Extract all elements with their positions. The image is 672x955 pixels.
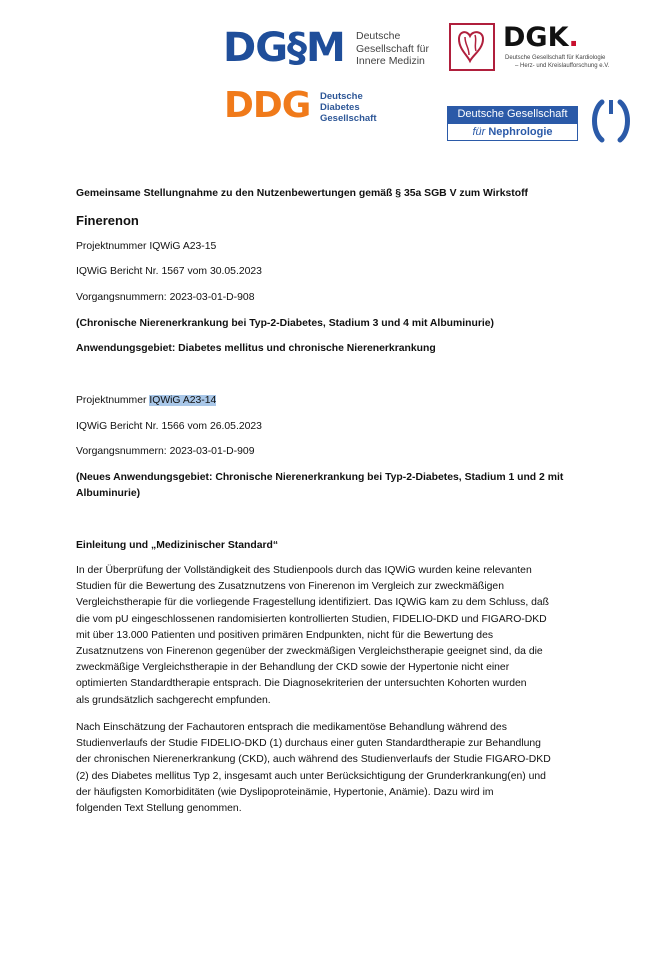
ddg-logo: DDG [224,85,311,126]
dgim-logo-text: Deutsche Gesellschaft für Innere Medizin [356,30,429,67]
procedure-numbers-2: Vorgangsnummern: 2023-03-01-D-909 [76,446,255,457]
dgfn-logo-top: Deutsche Gesellschaft [447,106,578,123]
report-number-2: IQWiG Bericht Nr. 1566 vom 26.05.2023 [76,421,262,432]
indication-note-2: (Neues Anwendungsgebiet: Chronische Nierenerkrankung bei Typ-2-Diabetes, Stadium 1 und 2 mit Albuminurie) [76,472,564,499]
indication-note-1: (Chronische Nierenerkrankung bei Typ-2-Diabetes, Stadium 3 und 4 mit Albuminurie) [76,318,495,329]
selected-text[interactable]: IQWiG A23-14 [149,395,217,406]
dgk-logo-text: Deutsche Gesellschaft für Kardiologie – Herz- und Kreislaufforschung e.V. [505,55,610,69]
document-title: Gemeinsame Stellungnahme zu den Nutzenbewertungen gemäß § 35a SGB V zum Wirkstoff [76,188,528,199]
report-number-1: IQWiG Bericht Nr. 1567 vom 30.05.2023 [76,266,262,277]
project-number-2: Projektnummer IQWiG A23-14 [76,395,217,406]
project-number-1: Projektnummer IQWiG A23-15 [76,241,217,252]
application-area: Anwendungsgebiet: Diabetes mellitus und chronische Nierenerkrankung [76,343,436,354]
dgim-logo: DG§M [223,25,345,71]
dgfn-emblem-icon [586,96,636,146]
paragraph-1: In der Überprüfung der Vollständigkeit des Studienpools durch das IQWiG wurden keine relevanten Studien für die Bewertung des Zusatznutzens von Finerenon im Vergleich zur zweckmäßigen Vergleichstherapie für die vorliegende Fragestellung identifiziert. Das IQWiG kam zu dem Schluss, daß die vom pU eingeschlossenen randomisierten kontrollierten Studien, FIDELIO-DKD und FIGARO-DKD mit über 13.000 Patienten und positiven primären Endpunkten, nicht für die Bewertung des Zusatznutzens von Finerenon gegenüber der zweckmäßigen Vergleichstherapie geeignet sind, da die zweckmäßige Vergleichstherapie in der Behandlung der CKD sowie der Hypertonie nicht einer optimierten Standardtherapie entsprach. Die Diagnosekriterien der untersuchten Kohorten wurden als grundsätzlich sachgerecht empfunden. [76,565,549,706]
procedure-numbers-1: Vorgangsnummern: 2023-03-01-D-908 [76,292,255,303]
dgfn-logo-bottom: für Nephrologie [447,123,578,141]
dgk-logo: DGK. [503,22,579,53]
ddg-logo-text: Deutsche Diabetes Gesellschaft [320,91,377,124]
substance-name: Finerenon [76,213,139,228]
section-heading: Einleitung und „Medizinischer Standard“ [76,540,279,551]
paragraph-2: Nach Einschätzung der Fachautoren entsprach die medikamentöse Behandlung während des Studienverlaufs der Studie FIDELIO-DKD (1) durchaus einer guten Standardtherapie zur Behandlung der chronischen Nierenerkrankung (CKD), auch während des Studienverlaufs der Studie FIGARO-DKD (2) des Diabetes mellitus Typ 2, insgesamt auch unter Berücksichtigung der Grunderkrankung(en) und der häufigsten Komorbiditäten (wie Dyslipoproteinämie, Hypertonie, Anämie). Dazu wird im folgenden Text Stellung genommen. [76,722,551,815]
heart-icon [449,23,495,71]
